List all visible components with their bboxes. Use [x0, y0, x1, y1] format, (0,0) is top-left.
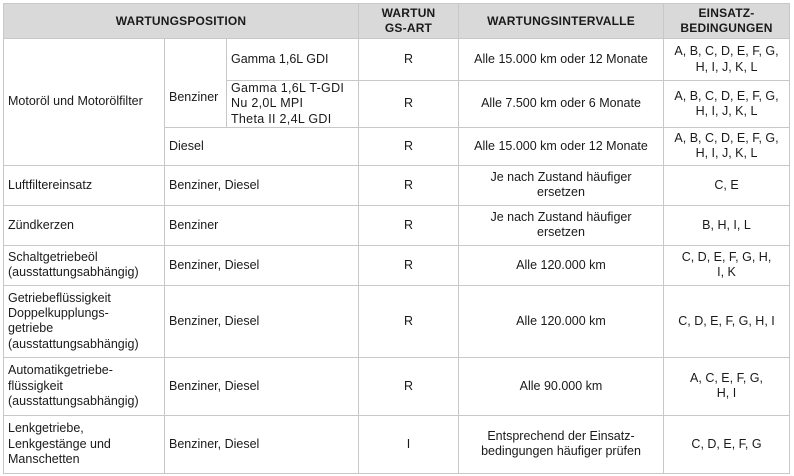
- bedingungen-cell: A, B, C, D, E, F, G, H, I, J, K, L: [664, 127, 790, 165]
- bedingungen-cell: [664, 245, 790, 285]
- art-cell: R: [359, 81, 459, 128]
- engine-turbo-group: [227, 81, 359, 128]
- intervall-text: Je nach Zustand häufiger ersetzen: [490, 170, 632, 200]
- item-lenkgetriebe: [4, 415, 165, 473]
- bedingungen-cell: [664, 357, 790, 415]
- intervall-cell: Alle 120.000 km: [459, 285, 664, 357]
- item-automatik: [4, 357, 165, 415]
- art-cell: R: [359, 205, 459, 245]
- intervall-cell: Alle 7.500 km oder 6 Monate: [459, 81, 664, 128]
- item-doppelkupplung: [4, 285, 165, 357]
- engine-gamma16-tgdi: Gamma 1,6L T-GDI: [231, 81, 345, 95]
- item-line: Getriebeflüssigkeit: [8, 290, 111, 305]
- intervall-text: Entsprechend der Einsatz-bedingungen häufiger prüfen: [481, 429, 641, 459]
- item-line: (ausstattungsabhängig): [8, 265, 139, 280]
- fuel-cell: Benziner: [165, 205, 359, 245]
- fuel-cell: Benziner, Diesel: [165, 357, 359, 415]
- art-cell: R: [359, 39, 459, 81]
- table-row: [4, 285, 790, 357]
- fuel-cell: Benziner, Diesel: [165, 285, 359, 357]
- bedingungen-cell: C, D, E, F, G, H, I: [664, 285, 790, 357]
- item-line: Automatikgetriebe-: [8, 363, 113, 378]
- header-wartungsintervalle: WARTUNGSINTERVALLE: [459, 4, 664, 39]
- table-row: [4, 165, 790, 205]
- table-header-row: [4, 4, 790, 39]
- item-schaltgetriebe: [4, 245, 165, 285]
- maintenance-table: [3, 3, 790, 474]
- bedingungen-cell: C, D, E, F, G: [664, 415, 790, 473]
- table-row: [4, 415, 790, 473]
- header-wartungsart: [359, 4, 459, 39]
- item-line: getriebe: [8, 321, 54, 336]
- header-einsatzbedingungen-text: EINSATZ-BEDINGUNGEN: [680, 6, 773, 35]
- table-row: [4, 357, 790, 415]
- intervall-cell: Alle 120.000 km: [459, 245, 664, 285]
- art-cell: R: [359, 245, 459, 285]
- table-row: [4, 245, 790, 285]
- fuel-cell: Benziner, Diesel: [165, 245, 359, 285]
- header-wartungsposition: WARTUNGSPOSITION: [4, 4, 359, 39]
- intervall-cell: Alle 15.000 km oder 12 Monate: [459, 39, 664, 81]
- intervall-text: Je nach Zustand häufiger ersetzen: [490, 210, 632, 240]
- bedingungen-cell: C, E: [664, 165, 790, 205]
- art-cell: R: [359, 285, 459, 357]
- art-cell: R: [359, 127, 459, 165]
- bedingungen-cell: B, H, I, L: [664, 205, 790, 245]
- item-line: (ausstattungsabhängig): [8, 336, 139, 351]
- intervall-cell: Alle 90.000 km: [459, 357, 664, 415]
- item-line: (ausstattungsabhängig): [8, 393, 139, 408]
- item-line: Manschetten: [8, 451, 80, 466]
- table-row: [4, 39, 790, 81]
- fuel-cell: Benziner, Diesel: [165, 165, 359, 205]
- art-cell: I: [359, 415, 459, 473]
- item-line: Lenkgestänge und: [8, 436, 111, 451]
- item-line: Doppelkupplungs-: [8, 306, 109, 320]
- bedingungen-cell: A, B, C, D, E, F, G, H, I, J, K, L: [664, 81, 790, 128]
- header-wartungsart-text: WARTUNGS-ART: [381, 6, 436, 35]
- bedingungen-text: A, C, E, F, G, H, I: [690, 371, 763, 401]
- header-einsatzbedingungen: [664, 4, 790, 39]
- intervall-cell: Alle 15.000 km oder 12 Monate: [459, 127, 664, 165]
- intervall-cell: [459, 415, 664, 473]
- item-line: Lenkgetriebe,: [8, 421, 84, 436]
- fuel-cell: Benziner, Diesel: [165, 415, 359, 473]
- art-cell: R: [359, 165, 459, 205]
- bedingungen-cell: A, B, C, D, E, F, G, H, I, J, K, L: [664, 39, 790, 81]
- table-row: [4, 205, 790, 245]
- item-luftfilter: Luftfiltereinsatz: [4, 165, 165, 205]
- engine-theta24-gdi: Theta II 2,4L GDI: [231, 111, 332, 126]
- intervall-cell: [459, 205, 664, 245]
- item-line: Schaltgetriebeöl: [8, 250, 98, 264]
- engine-gamma16-gdi: Gamma 1,6L GDI: [227, 39, 359, 81]
- engine-nu20-mpi: Nu 2,0L MPI: [231, 96, 304, 111]
- fuel-benziner: Benziner: [165, 39, 227, 128]
- art-cell: R: [359, 357, 459, 415]
- item-line: flüssigkeit: [8, 378, 63, 393]
- intervall-cell: [459, 165, 664, 205]
- item-zuendkerzen: Zündkerzen: [4, 205, 165, 245]
- bedingungen-text: C, D, E, F, G, H, I, K: [681, 250, 772, 280]
- fuel-diesel: Diesel: [165, 127, 359, 165]
- item-motoroel: Motoröl und Motorölfilter: [4, 39, 165, 166]
